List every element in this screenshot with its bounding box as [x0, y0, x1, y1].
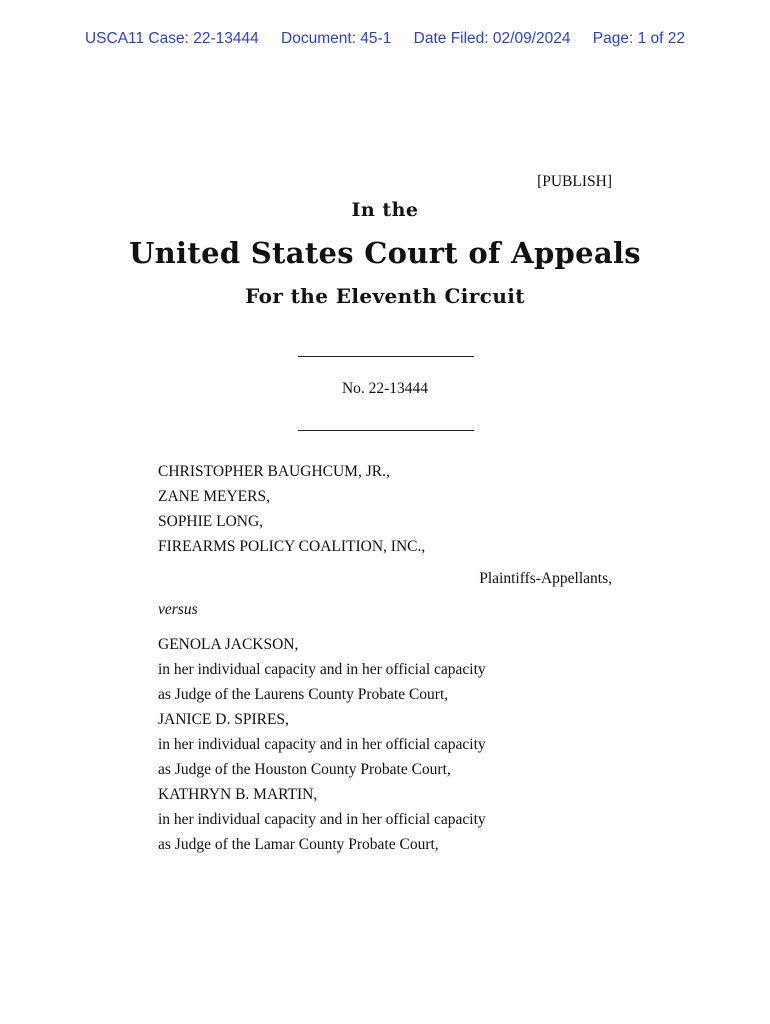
- defendant-line: as Judge of the Laurens County Probate Court,: [158, 686, 449, 703]
- page-stamp: Page: 1 of 22: [592, 30, 686, 47]
- publish-tag: [PUBLISH]: [537, 173, 612, 190]
- document-stamp: Document: 45-1: [281, 30, 392, 47]
- versus-label: versus: [158, 601, 198, 618]
- defendant-line: in her individual capacity and in her official capacity: [158, 811, 486, 828]
- defendants-list: [158, 632, 486, 857]
- defendant-line: GENOLA JACKSON,: [158, 636, 299, 653]
- defendant-line: JANICE D. SPIRES,: [158, 711, 289, 728]
- plaintiff-line: ZANE MEYERS,: [158, 488, 270, 505]
- plaintiff-line: FIREARMS POLICY COALITION, INC.,: [158, 538, 426, 555]
- plaintiff-line: CHRISTOPHER BAUGHCUM, JR.,: [158, 463, 390, 480]
- defendant-line: KATHRYN B. MARTIN,: [158, 786, 318, 803]
- date-filed-stamp: Date Filed: 02/09/2024: [413, 30, 571, 47]
- plaintiffs-list: [158, 459, 425, 559]
- case-stamp: USCA11 Case: 22-13444: [84, 30, 259, 47]
- plaintiffs-role: Plaintiffs-Appellants,: [479, 570, 612, 587]
- filing-header-stamp: [0, 30, 770, 48]
- court-title-line3: For the Eleventh Circuit: [245, 284, 525, 308]
- defendant-line: as Judge of the Lamar County Probate Court,: [158, 836, 439, 853]
- plaintiff-line: SOPHIE LONG,: [158, 513, 264, 530]
- defendant-line: in her individual capacity and in her official capacity: [158, 661, 486, 678]
- defendant-line: in her individual capacity and in her official capacity: [158, 736, 486, 753]
- defendant-line: as Judge of the Houston County Probate Court,: [158, 761, 451, 778]
- court-title-line1: In the: [351, 199, 419, 221]
- separator-rule-bottom: [298, 430, 474, 431]
- case-number: No. 22-13444: [341, 380, 429, 397]
- separator-rule-top: [298, 356, 474, 357]
- court-title-line2: United States Court of Appeals: [129, 236, 641, 270]
